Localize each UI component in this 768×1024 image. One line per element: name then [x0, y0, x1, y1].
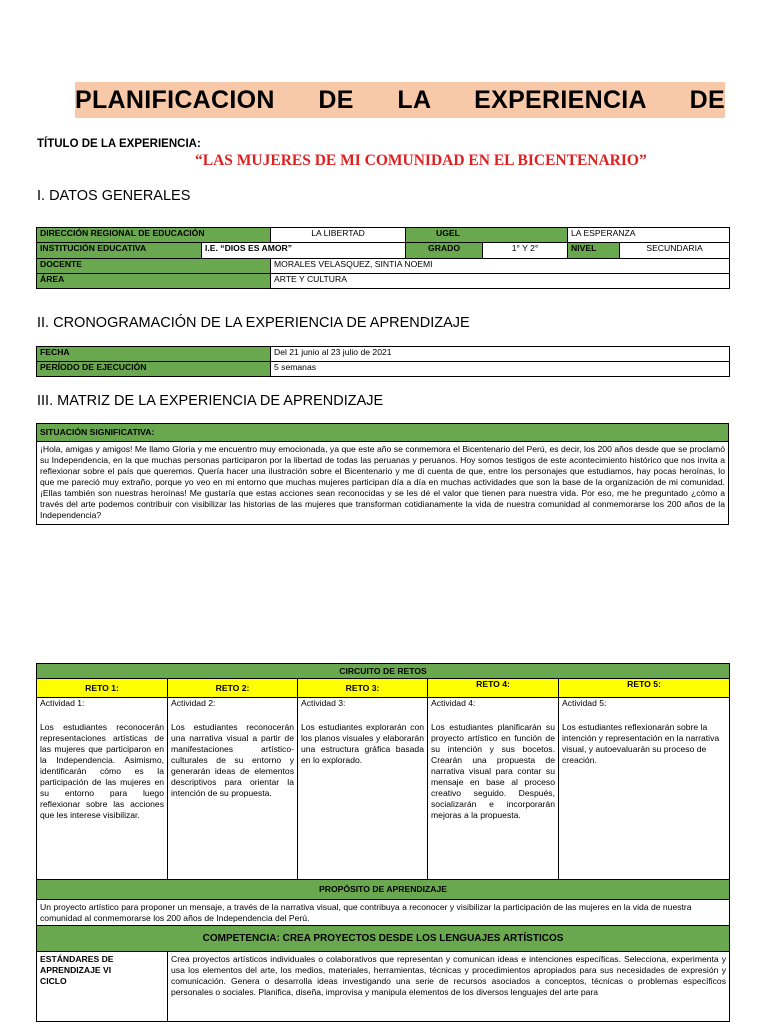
area-value: ARTE Y CULTURA — [271, 274, 730, 289]
circuito-table — [36, 663, 730, 1022]
reto-1-activity: Actividad 1: — [40, 698, 85, 708]
title-banner — [75, 82, 725, 118]
reto-2-cell — [168, 698, 298, 880]
reto-1-label: RETO 1: — [37, 679, 168, 698]
cronogramacion-table — [36, 346, 730, 377]
fecha-label: FECHA — [37, 347, 271, 362]
reto-3-label: RETO 3: — [298, 679, 428, 698]
periodo-value: 5 semanas — [271, 362, 730, 377]
ie-value: I.E. “DIOS ES AMOR” — [202, 243, 406, 259]
proposito-text: Un proyecto artístico para proponer un mensaje, a través de la narrativa visual, que contribuya a reconocer y visibilizar la participación de las mujeres en la vida de nuestra comunidad al conmemorarse los 200 años de Independencia del Perú. — [37, 900, 730, 926]
reto-1-text: Los estudiantes reconocerán representaciones artísticas de las mujeres que participaron en la Independencia. Asimismo, identificarán cómo es la participación de las mujeres en su entorno para luego reflexionar sobre las acciones que les interese visibilizar. — [40, 722, 164, 820]
experience-title-value: “LAS MUJERES DE MI COMUNIDAD EN EL BICENTENARIO” — [195, 152, 647, 169]
reto-3-activity: Actividad 3: — [301, 698, 346, 708]
dre-label: DIRECCIÓN REGIONAL DE EDUCACIÓN — [37, 228, 271, 243]
estandares-label: ESTÁNDARES DE APRENDIZAJE VI CICLO — [37, 952, 168, 1022]
datos-generales-table — [36, 227, 730, 289]
reto-4-text: Los estudiantes planificarán su proyecto artístico en función de su intención y sus bocetos. Crearán una propuesta de narrativa visual para contar su mensaje en base al proceso creativo seguido. Después, socializarán e incorporarán mejoras a la propuesta. — [431, 722, 555, 820]
docente-value: MORALES VELASQUEZ, SINTIA NOEMI — [271, 259, 730, 274]
reto-5-text: Los estudiantes reflexionarán sobre la intención y representación en la narrativa visual, y autoevaluarán su proceso de creación. — [562, 722, 720, 765]
fecha-value: Del 21 junio al 23 julio de 2021 — [271, 347, 730, 362]
reto-3-cell — [298, 698, 428, 880]
proposito-heading: PROPÓSITO DE APRENDIZAJE — [37, 880, 730, 900]
area-label: ÁREA — [37, 274, 271, 289]
situacion-table — [36, 423, 729, 525]
page-title: PLANIFICACION DE LA EXPERIENCIA DE — [75, 86, 725, 114]
grado-value: 1° Y 2° — [483, 243, 568, 259]
nivel-label: NIVEL — [568, 243, 620, 259]
competencia-heading: COMPETENCIA: CREA PROYECTOS DESDE LOS LENGUAJES ARTÍSTICOS — [37, 926, 730, 952]
reto-2-activity: Actividad 2: — [171, 698, 216, 708]
reto-5-cell — [559, 698, 730, 880]
nivel-value: SECUNDARIA — [620, 243, 730, 259]
ie-label: INSTITUCIÓN EDUCATIVA — [37, 243, 202, 259]
grado-label: GRADO — [406, 243, 483, 259]
reto-1-cell — [37, 698, 168, 880]
reto-2-label: RETO 2: — [168, 679, 298, 698]
ugel-value: LA ESPERANZA — [568, 228, 730, 243]
reto-2-text: Los estudiantes reconocerán una narrativa visual a partir de manifestaciones artístico-culturales de su entorno y generarán ideas de elementos descriptivos para orientar la intención de su propuesta. — [171, 722, 294, 798]
reto-4-activity: Actividad 4: — [431, 698, 476, 708]
experience-title-label: TÍTULO DE LA EXPERIENCIA: — [37, 138, 201, 150]
section-heading-cronogramacion: II. CRONOGRAMACIÓN DE LA EXPERIENCIA DE APRENDIZAJE — [37, 315, 470, 331]
section-heading-datos-generales: I. DATOS GENERALES — [37, 188, 191, 204]
section-heading-matriz: III. MATRIZ DE LA EXPERIENCIA DE APRENDIZAJE — [37, 393, 384, 409]
reto-3-text: Los estudiantes explorarán con los planos visuales y elaborarán una estructura gráfica basada en lo explorado. — [301, 722, 424, 765]
situacion-text: ¡Hola, amigas y amigos! Me llamo Gloria y me encuentro muy emocionada, ya que este año se conmemora el Bicentenario del Perú, es decir, los 200 años desde que se proclamó su Independencia, en la que muchas personas participaron por la libertad de todas las peruanas y peruanos. Hoy somos testigos de este acontecimiento histórico que nos invita a reflexionar sobre el país que queremos. Quería hacer una ilustración sobre el Bicentenario y me di cuenta de que, entre los personajes que estudiamos, hay pocas heroínas, lo que me pareció muy extraño, porque yo veo en mi entorno que muchas mujeres participan día a día en muchas actividades que son la base de la organización de mi comunidad. ¡Ellas también son nuestras heroínas! Me gustaría que estas acciones sean reconocidas y se les dé el valor que tienen para nuestra vida. Por eso, me he preguntado ¿cómo a través del arte podemos contribuir con visibilizar las historias de las mujeres que transforman cotidianamente la vida de nuestra comunidad al conmemorarse los 200 años de la Independencia? — [37, 442, 729, 525]
dre-value: LA LIBERTAD — [271, 228, 406, 243]
estandares-text: Crea proyectos artísticos individuales o colaborativos que representan y comunican ideas e intenciones específicas. Selecciona, experimenta y usa los elementos del arte, los medios, materiales, herramientas, técnicas y procedimientos apropiados para sus necesidades de expresión y comunicación. Genera o desarrolla ideas investigando una serie de recursos asociados a conceptos, técnicas o problemas específicos personales o sociales. Planifica, diseña, improvisa y manipula elementos de los diversos lenguajes del arte para — [168, 952, 730, 1022]
situacion-label: SITUACIÓN SIGNIFICATIVA: — [37, 424, 729, 442]
docente-label: DOCENTE — [37, 259, 271, 274]
reto-4-label: RETO 4: — [428, 679, 559, 698]
circuito-heading: CIRCUITO DE RETOS — [37, 664, 730, 679]
ugel-label: UGEL — [406, 228, 568, 243]
periodo-label: PERÍODO DE EJECUCIÓN — [37, 362, 271, 377]
reto-5-label: RETO 5: — [559, 679, 730, 698]
reto-5-activity: Actividad 5: — [562, 698, 607, 708]
reto-4-cell — [428, 698, 559, 880]
